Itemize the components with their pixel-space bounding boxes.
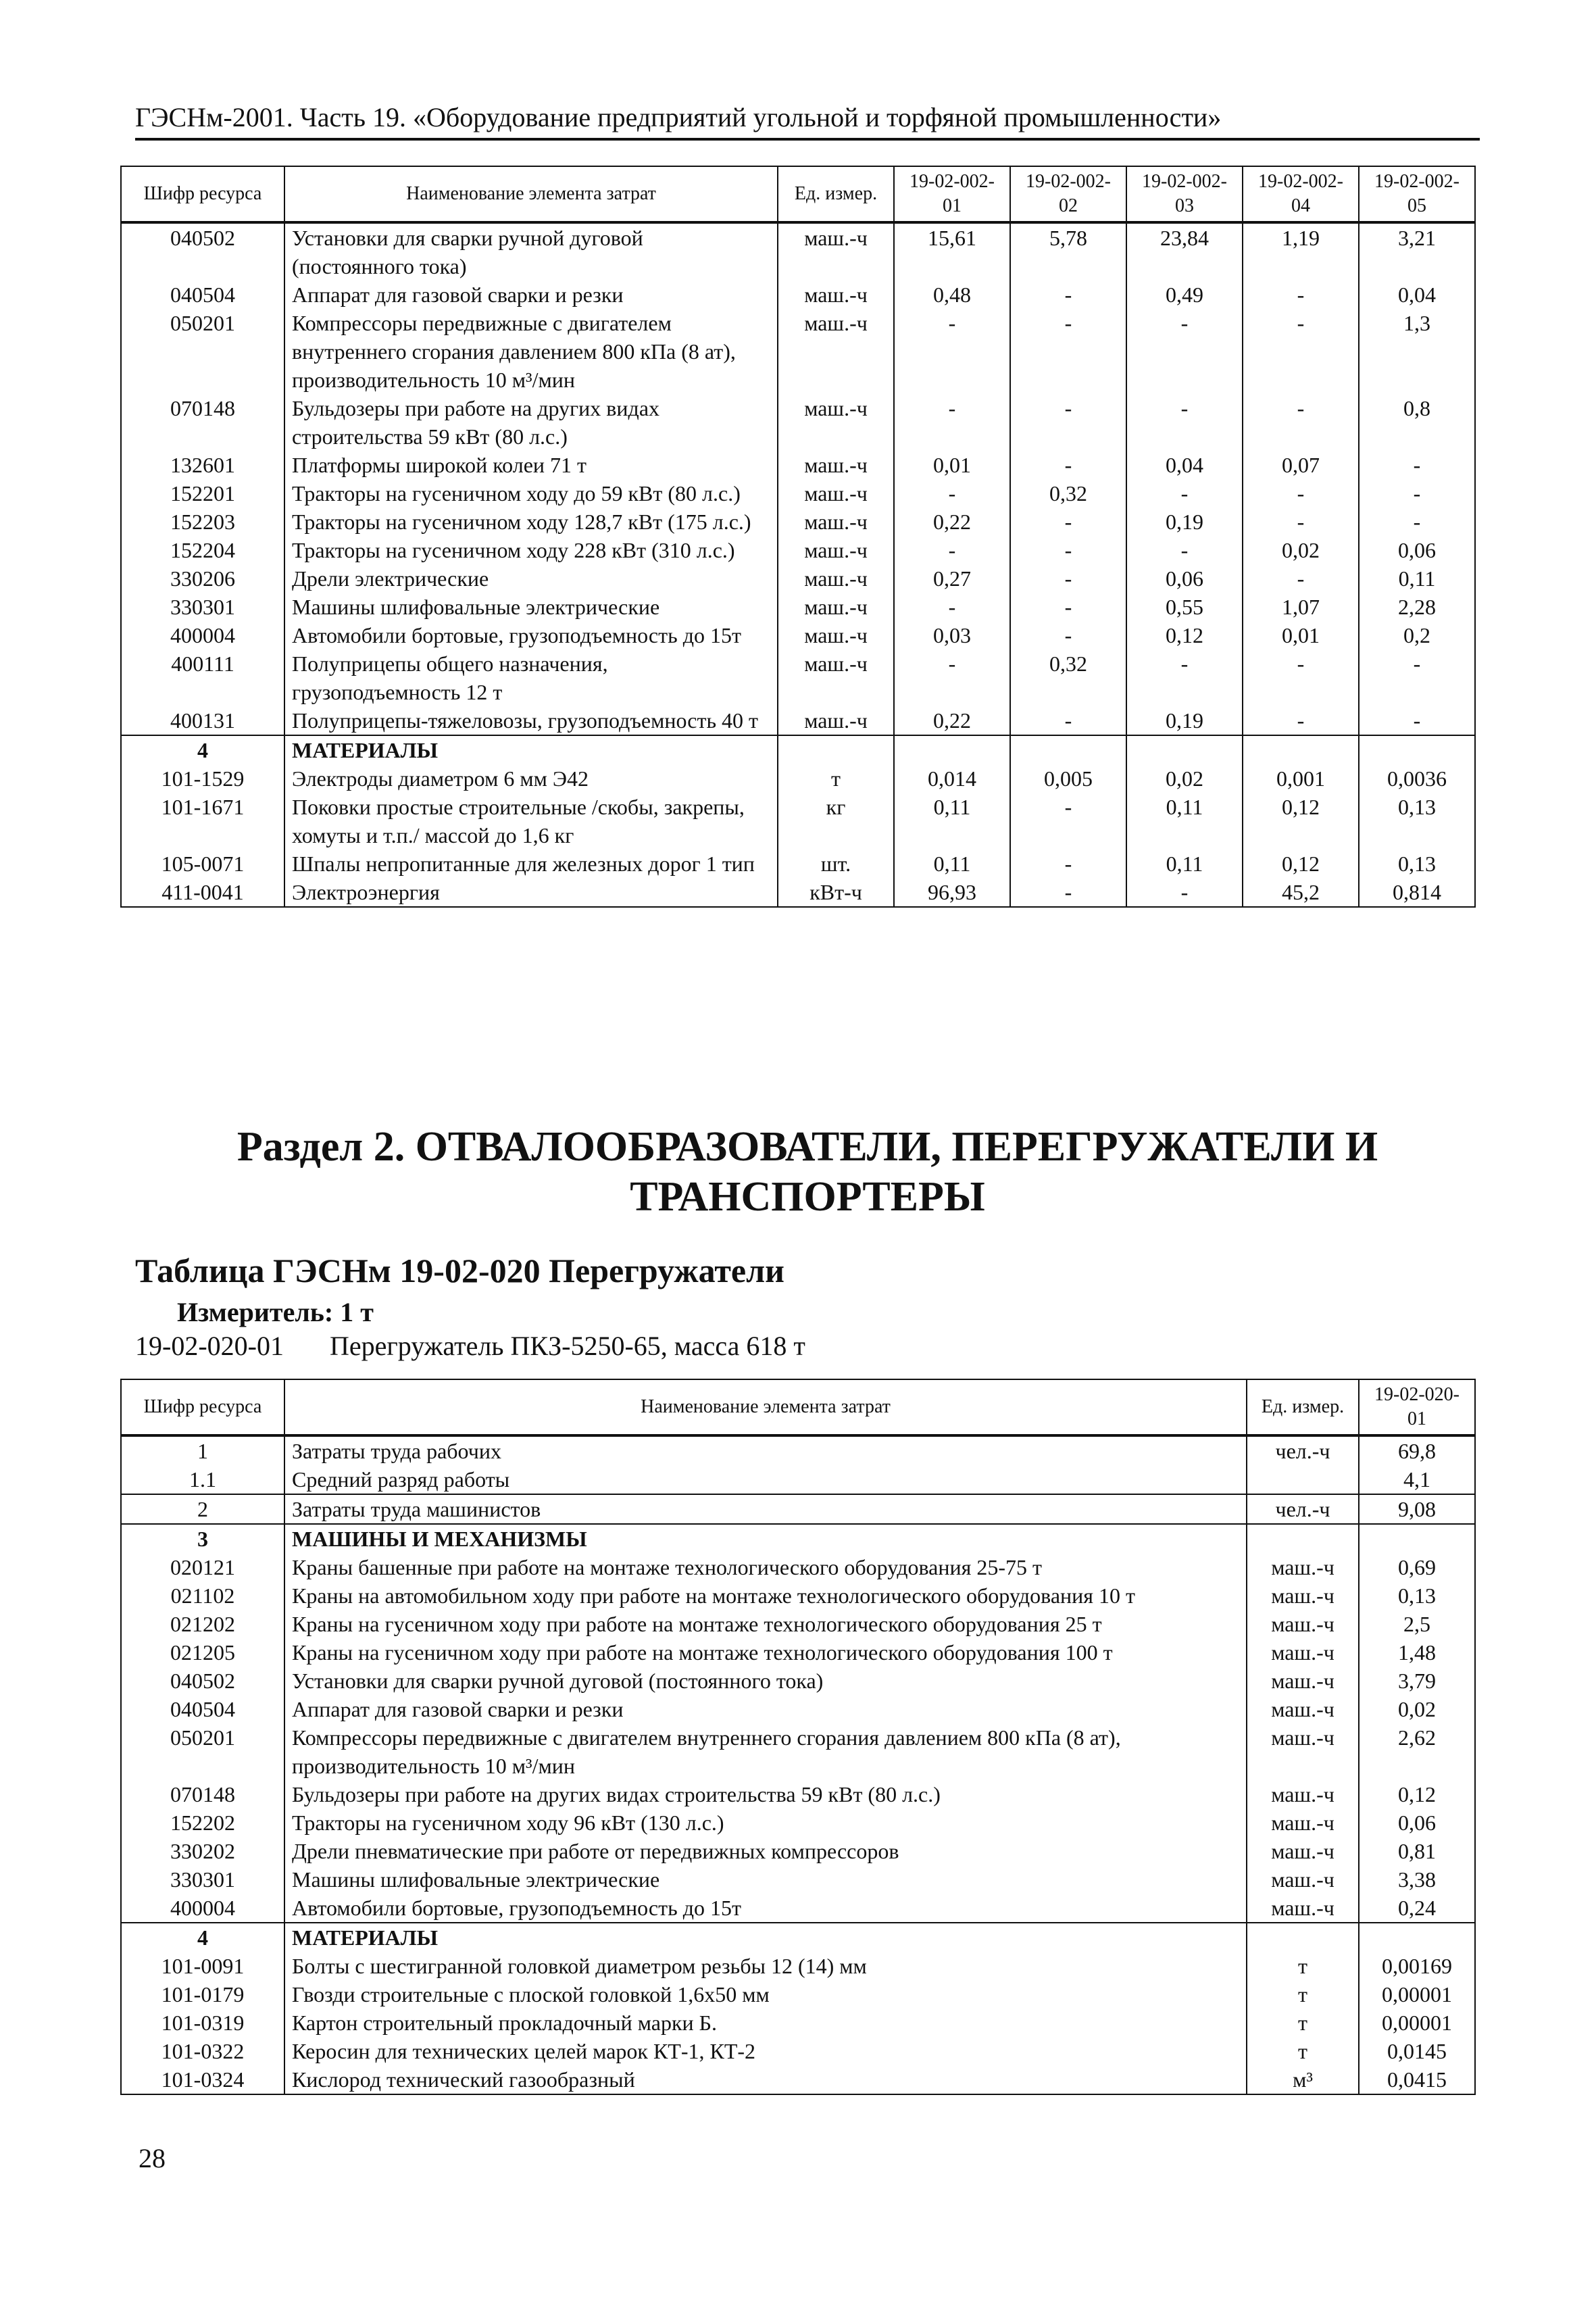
value-cell: -: [1126, 649, 1243, 706]
value-cell: -: [1359, 508, 1475, 536]
resource-name: Тракторы на гусеничном ходу 96 кВт (130 л.с.): [284, 1808, 1247, 1837]
value-cell: 0,814: [1359, 878, 1475, 907]
table-row: [121, 1610, 1475, 1638]
value-cell: 0,12: [1126, 621, 1243, 649]
resource-code: 105-0071: [121, 850, 284, 878]
value-cell: 0,014: [894, 764, 1010, 793]
value-cell: 0,07: [1243, 451, 1359, 479]
unit-cell: маш.-ч: [778, 564, 894, 593]
unit-cell: маш.-ч: [778, 593, 894, 621]
value-cell: 0,48: [894, 280, 1010, 309]
unit-cell: кВт-ч: [778, 878, 894, 907]
unit-cell: [1247, 1465, 1359, 1494]
resource-code: 152203: [121, 508, 284, 536]
resource-name: Тракторы на гусеничном ходу 128,7 кВт (175 л.с.): [284, 508, 778, 536]
unit-cell: маш.-ч: [778, 508, 894, 536]
resource-name: Полуприцепы-тяжеловозы, грузоподъемность 40 т: [284, 706, 778, 735]
unit-cell: т: [1247, 2037, 1359, 2065]
value-cell: [894, 735, 1010, 764]
resource-code: 021205: [121, 1638, 284, 1667]
resource-code: 330202: [121, 1837, 284, 1865]
resource-code: 3: [121, 1524, 284, 1553]
norm-name: Перегружатель ПКЗ-5250-65, масса 618 т: [330, 1331, 805, 1361]
value-cell: 0,13: [1359, 793, 1475, 850]
value-cell: 0,02: [1243, 536, 1359, 564]
resource-name: Тракторы на гусеничном ходу 228 кВт (310 л.с.): [284, 536, 778, 564]
resource-code: 400004: [121, 621, 284, 649]
table-row: [121, 1638, 1475, 1667]
value-cell: 1,3: [1359, 309, 1475, 394]
value-cell: -: [1010, 451, 1126, 479]
unit-cell: маш.-ч: [1247, 1667, 1359, 1695]
column-header: Наименование элемента затрат: [284, 1379, 1247, 1435]
resource-name: Керосин для технических целей марок КТ-1, КТ-2: [284, 2037, 1247, 2065]
resource-name: Краны на гусеничном ходу при работе на монтаже технологического оборудования 100 т: [284, 1638, 1247, 1667]
table-row: [121, 1894, 1475, 1923]
resource-code: 330301: [121, 593, 284, 621]
value-cell: [1359, 1524, 1475, 1553]
value-cell: -: [1010, 621, 1126, 649]
value-cell: 2,62: [1359, 1723, 1475, 1780]
resource-code: 020121: [121, 1553, 284, 1581]
value-cell: 0,00001: [1359, 1980, 1475, 2009]
resource-code: 411-0041: [121, 878, 284, 907]
table-row: [121, 1465, 1475, 1494]
resource-name: Затраты труда машинистов: [284, 1494, 1247, 1524]
resource-name: Краны на автомобильном ходу при работе на монтаже технологического оборудования 10 т: [284, 1581, 1247, 1610]
resource-name: Краны башенные при работе на монтаже технологического оборудования 25-75 т: [284, 1553, 1247, 1581]
value-cell: 0,06: [1359, 1808, 1475, 1837]
value-cell: -: [1243, 706, 1359, 735]
value-cell: 0,13: [1359, 850, 1475, 878]
value-cell: 0,11: [1126, 793, 1243, 850]
resource-code: 050201: [121, 309, 284, 394]
resource-name: Машины шлифовальные электрические: [284, 593, 778, 621]
unit-cell: маш.-ч: [778, 394, 894, 451]
table-header-row: [121, 166, 1475, 222]
table-row: [121, 309, 1475, 394]
resource-name: Бульдозеры при работе на других видах строительства 59 кВт (80 л.с.): [284, 394, 778, 451]
resource-code: 400111: [121, 649, 284, 706]
table-row: [121, 649, 1475, 706]
unit-cell: чел.-ч: [1247, 1435, 1359, 1465]
value-cell: -: [1359, 479, 1475, 508]
section-row: [121, 1524, 1475, 1553]
unit-cell: маш.-ч: [1247, 1780, 1359, 1808]
unit-cell: маш.-ч: [1247, 1865, 1359, 1894]
resource-code: 101-0324: [121, 2065, 284, 2094]
value-cell: -: [1359, 706, 1475, 735]
resource-code: 400131: [121, 706, 284, 735]
resource-code: 152201: [121, 479, 284, 508]
table-row: [121, 2037, 1475, 2065]
column-header: 19-02-002-04: [1243, 166, 1359, 222]
value-cell: 3,79: [1359, 1667, 1475, 1695]
value-cell: 0,02: [1359, 1695, 1475, 1723]
table-row: [121, 2065, 1475, 2094]
resource-name: Компрессоры передвижные с двигателем внутреннего сгорания давлением 800 кПа (8 ат), производительность 10 м³/мин: [284, 309, 778, 394]
table-title: Таблица ГЭСНм 19-02-020 Перегружатели: [135, 1252, 784, 1289]
section-name: МАШИНЫ И МЕХАНИЗМЫ: [284, 1524, 1247, 1553]
resource-code: 101-0319: [121, 2009, 284, 2037]
value-cell: 0,0145: [1359, 2037, 1475, 2065]
table-row: [121, 1667, 1475, 1695]
resource-code: 2: [121, 1494, 284, 1524]
value-cell: -: [1359, 649, 1475, 706]
running-header: ГЭСНм-2001. Часть 19. «Оборудование предприятий угольной и торфяной промышленности»: [135, 101, 1480, 141]
unit-cell: маш.-ч: [778, 451, 894, 479]
norm-code: 19-02-020-01: [135, 1331, 284, 1361]
value-cell: 0,27: [894, 564, 1010, 593]
resource-table-19-02-020: [120, 1379, 1476, 2095]
resource-code: 330301: [121, 1865, 284, 1894]
resource-code: 101-0322: [121, 2037, 284, 2065]
value-cell: 0,12: [1243, 793, 1359, 850]
measure-unit: Измеритель: 1 т: [177, 1297, 374, 1327]
resource-code: 070148: [121, 394, 284, 451]
value-cell: -: [1243, 394, 1359, 451]
resource-code: 070148: [121, 1780, 284, 1808]
value-cell: -: [1010, 793, 1126, 850]
value-cell: 2,5: [1359, 1610, 1475, 1638]
value-cell: -: [1010, 394, 1126, 451]
unit-cell: маш.-ч: [778, 309, 894, 394]
unit-cell: т: [1247, 2009, 1359, 2037]
value-cell: 0,13: [1359, 1581, 1475, 1610]
column-header: 19-02-002-02: [1010, 166, 1126, 222]
table-row: [121, 878, 1475, 907]
unit-cell: м³: [1247, 2065, 1359, 2094]
value-cell: 23,84: [1126, 222, 1243, 280]
value-cell: -: [1243, 564, 1359, 593]
table-row: [121, 593, 1475, 621]
value-cell: -: [1243, 508, 1359, 536]
value-cell: 0,0036: [1359, 764, 1475, 793]
unit-cell: маш.-ч: [1247, 1723, 1359, 1780]
resource-name: Платформы широкой колеи 71 т: [284, 451, 778, 479]
resource-name: Машины шлифовальные электрические: [284, 1865, 1247, 1894]
value-cell: 3,21: [1359, 222, 1475, 280]
resource-code: 4: [121, 1923, 284, 1952]
table-row: [121, 1723, 1475, 1780]
resource-table-19-02-002: [120, 166, 1476, 908]
value-cell: 0,00169: [1359, 1952, 1475, 1980]
value-cell: 4,1: [1359, 1465, 1475, 1494]
value-cell: 15,61: [894, 222, 1010, 280]
value-cell: 0,06: [1359, 536, 1475, 564]
resource-code: 101-0091: [121, 1952, 284, 1980]
resource-name: Средний разряд работы: [284, 1465, 1247, 1494]
section-name: МАТЕРИАЛЫ: [284, 735, 778, 764]
unit-cell: маш.-ч: [1247, 1581, 1359, 1610]
resource-code: 040502: [121, 222, 284, 280]
value-cell: 0,06: [1126, 564, 1243, 593]
norm-line: [135, 1330, 805, 1362]
value-cell: -: [1126, 878, 1243, 907]
resource-code: 101-0179: [121, 1980, 284, 2009]
value-cell: 0,03: [894, 621, 1010, 649]
table-header-row: [121, 1379, 1475, 1435]
resource-code: 1: [121, 1435, 284, 1465]
value-cell: 0,001: [1243, 764, 1359, 793]
table-row: [121, 1695, 1475, 1723]
value-cell: 96,93: [894, 878, 1010, 907]
resource-code: 021202: [121, 1610, 284, 1638]
column-header: Ед. измер.: [778, 166, 894, 222]
page-number: 28: [139, 2143, 166, 2173]
unit-cell: маш.-ч: [1247, 1837, 1359, 1865]
table-row: [121, 2009, 1475, 2037]
table-row: [121, 1494, 1475, 1524]
value-cell: 0,81: [1359, 1837, 1475, 1865]
unit-cell: чел.-ч: [1247, 1494, 1359, 1524]
value-cell: 0,8: [1359, 394, 1475, 451]
value-cell: -: [1010, 280, 1126, 309]
value-cell: 0,19: [1126, 508, 1243, 536]
unit-cell: маш.-ч: [1247, 1638, 1359, 1667]
resource-code: 400004: [121, 1894, 284, 1923]
resource-name: Дрели электрические: [284, 564, 778, 593]
column-header: 19-02-002-01: [894, 166, 1010, 222]
value-cell: 0,04: [1359, 280, 1475, 309]
resource-name: Компрессоры передвижные с двигателем внутреннего сгорания давлением 800 кПа (8 ат), производительность 10 м³/мин: [284, 1723, 1247, 1780]
resource-name: Кислород технический газообразный: [284, 2065, 1247, 2094]
column-header: Шифр ресурса: [121, 166, 284, 222]
value-cell: -: [1126, 309, 1243, 394]
value-cell: -: [894, 649, 1010, 706]
table-row: [121, 1435, 1475, 1465]
value-cell: -: [894, 479, 1010, 508]
value-cell: 0,02: [1126, 764, 1243, 793]
table-row: [121, 1553, 1475, 1581]
value-cell: 0,005: [1010, 764, 1126, 793]
value-cell: 0,24: [1359, 1894, 1475, 1923]
table-row: [121, 1837, 1475, 1865]
value-cell: 45,2: [1243, 878, 1359, 907]
value-cell: 0,11: [1359, 564, 1475, 593]
resource-code: 132601: [121, 451, 284, 479]
value-cell: -: [1010, 706, 1126, 735]
value-cell: 1,07: [1243, 593, 1359, 621]
value-cell: 0,12: [1359, 1780, 1475, 1808]
resource-name: Затраты труда рабочих: [284, 1435, 1247, 1465]
value-cell: 9,08: [1359, 1494, 1475, 1524]
value-cell: [1010, 735, 1126, 764]
table-row: [121, 850, 1475, 878]
value-cell: -: [1243, 309, 1359, 394]
resource-name: Дрели пневматические при работе от передвижных компрессоров: [284, 1837, 1247, 1865]
resource-name: Картон строительный прокладочный марки Б.: [284, 2009, 1247, 2037]
table-row: [121, 394, 1475, 451]
resource-code: 152202: [121, 1808, 284, 1837]
value-cell: -: [1010, 850, 1126, 878]
table-row: [121, 1780, 1475, 1808]
table-row: [121, 1865, 1475, 1894]
value-cell: -: [1243, 280, 1359, 309]
unit-cell: маш.-ч: [778, 280, 894, 309]
value-cell: -: [1010, 593, 1126, 621]
value-cell: -: [1010, 536, 1126, 564]
resource-name: Краны на гусеничном ходу при работе на монтаже технологического оборудования 25 т: [284, 1610, 1247, 1638]
unit-cell: т: [778, 764, 894, 793]
value-cell: -: [1243, 479, 1359, 508]
resource-name: Гвозди строительные с плоской головкой 1,6х50 мм: [284, 1980, 1247, 2009]
column-header: Шифр ресурса: [121, 1379, 284, 1435]
unit-cell: т: [1247, 1980, 1359, 2009]
value-cell: -: [1126, 536, 1243, 564]
resource-name: Установки для сварки ручной дуговой (постоянного тока): [284, 1667, 1247, 1695]
value-cell: 0,01: [894, 451, 1010, 479]
value-cell: -: [1010, 564, 1126, 593]
value-cell: 0,11: [894, 793, 1010, 850]
unit-cell: маш.-ч: [778, 649, 894, 706]
value-cell: 0,12: [1243, 850, 1359, 878]
table-row: [121, 793, 1475, 850]
value-cell: -: [1010, 309, 1126, 394]
unit-cell: маш.-ч: [778, 536, 894, 564]
value-cell: -: [1243, 649, 1359, 706]
table-row: [121, 1581, 1475, 1610]
resource-name: Электроды диаметром 6 мм Э42: [284, 764, 778, 793]
table-row: [121, 1808, 1475, 1837]
value-cell: 1,19: [1243, 222, 1359, 280]
value-cell: -: [894, 394, 1010, 451]
resource-name: Болты с шестигранной головкой диаметром резьбы 12 (14) мм: [284, 1952, 1247, 1980]
resource-name: Установки для сварки ручной дуговой (постоянного тока): [284, 222, 778, 280]
value-cell: 0,04: [1126, 451, 1243, 479]
value-cell: 0,49: [1126, 280, 1243, 309]
value-cell: -: [1359, 451, 1475, 479]
value-cell: 0,01: [1243, 621, 1359, 649]
resource-name: Аппарат для газовой сварки и резки: [284, 280, 778, 309]
unit-cell: маш.-ч: [778, 222, 894, 280]
value-cell: [1126, 735, 1243, 764]
resource-name: Автомобили бортовые, грузоподъемность до 15т: [284, 621, 778, 649]
value-cell: 2,28: [1359, 593, 1475, 621]
resource-name: Шпалы непропитанные для железных дорог 1 тип: [284, 850, 778, 878]
table-row: [121, 508, 1475, 536]
table-row: [121, 222, 1475, 280]
value-cell: 3,38: [1359, 1865, 1475, 1894]
unit-cell: маш.-ч: [1247, 1553, 1359, 1581]
section-name: МАТЕРИАЛЫ: [284, 1923, 1247, 1952]
resource-code: 040504: [121, 280, 284, 309]
value-cell: -: [894, 309, 1010, 394]
value-cell: 0,32: [1010, 649, 1126, 706]
resource-code: 050201: [121, 1723, 284, 1780]
value-cell: -: [894, 593, 1010, 621]
table-row: [121, 621, 1475, 649]
value-cell: 0,11: [1126, 850, 1243, 878]
unit-cell: т: [1247, 1952, 1359, 1980]
value-cell: 0,22: [894, 508, 1010, 536]
table-row: [121, 280, 1475, 309]
value-cell: [1359, 1923, 1475, 1952]
resource-name: Поковки простые строительные /скобы, закрепы, хомуты и т.п./ массой до 1,6 кг: [284, 793, 778, 850]
resource-code: 101-1671: [121, 793, 284, 850]
value-cell: -: [1126, 394, 1243, 451]
value-cell: 0,0415: [1359, 2065, 1475, 2094]
value-cell: -: [1010, 878, 1126, 907]
resource-name: Бульдозеры при работе на других видах строительства 59 кВт (80 л.с.): [284, 1780, 1247, 1808]
column-header: Наименование элемента затрат: [284, 166, 778, 222]
value-cell: 0,11: [894, 850, 1010, 878]
value-cell: 0,69: [1359, 1553, 1475, 1581]
resource-name: Электроэнергия: [284, 878, 778, 907]
column-header: 19-02-020-01: [1359, 1379, 1475, 1435]
unit-cell: шт.: [778, 850, 894, 878]
resource-code: 101-1529: [121, 764, 284, 793]
value-cell: 1,48: [1359, 1638, 1475, 1667]
unit-cell: маш.-ч: [1247, 1695, 1359, 1723]
value-cell: 69,8: [1359, 1435, 1475, 1465]
value-cell: 0,00001: [1359, 2009, 1475, 2037]
value-cell: 0,22: [894, 706, 1010, 735]
value-cell: [1243, 735, 1359, 764]
column-header: 19-02-002-03: [1126, 166, 1243, 222]
value-cell: 5,78: [1010, 222, 1126, 280]
resource-code: 021102: [121, 1581, 284, 1610]
value-cell: -: [1010, 508, 1126, 536]
resource-code: 040502: [121, 1667, 284, 1695]
unit-cell: маш.-ч: [778, 621, 894, 649]
unit-cell: маш.-ч: [778, 706, 894, 735]
column-header: Ед. измер.: [1247, 1379, 1359, 1435]
resource-name: Аппарат для газовой сварки и резки: [284, 1695, 1247, 1723]
table-row: [121, 706, 1475, 735]
table-row: [121, 451, 1475, 479]
resource-name: Тракторы на гусеничном ходу до 59 кВт (80 л.с.): [284, 479, 778, 508]
resource-code: 4: [121, 735, 284, 764]
table-row: [121, 536, 1475, 564]
value-cell: 0,55: [1126, 593, 1243, 621]
unit-cell: маш.-ч: [1247, 1610, 1359, 1638]
resource-code: 1.1: [121, 1465, 284, 1494]
resource-code: 330206: [121, 564, 284, 593]
section-row: [121, 1923, 1475, 1952]
resource-code: 152204: [121, 536, 284, 564]
unit-cell: [1247, 1923, 1359, 1952]
value-cell: -: [1126, 479, 1243, 508]
section-row: [121, 735, 1475, 764]
unit-cell: маш.-ч: [778, 479, 894, 508]
unit-cell: маш.-ч: [1247, 1894, 1359, 1923]
unit-cell: кг: [778, 793, 894, 850]
table-row: [121, 1952, 1475, 1980]
value-cell: 0,19: [1126, 706, 1243, 735]
value-cell: 0,2: [1359, 621, 1475, 649]
table-row: [121, 1980, 1475, 2009]
table-row: [121, 479, 1475, 508]
table-row: [121, 764, 1475, 793]
value-cell: -: [894, 536, 1010, 564]
column-header: 19-02-002-05: [1359, 166, 1475, 222]
resource-name: Полуприцепы общего назначения, грузоподъемность 12 т: [284, 649, 778, 706]
resource-code: 040504: [121, 1695, 284, 1723]
resource-name: Автомобили бортовые, грузоподъемность до 15т: [284, 1894, 1247, 1923]
value-cell: [1359, 735, 1475, 764]
unit-cell: маш.-ч: [1247, 1808, 1359, 1837]
section-title: Раздел 2. ОТВАЛООБРАЗОВАТЕЛИ, ПЕРЕГРУЖАТЕЛИ И ТРАНСПОРТЕРЫ: [236, 1124, 1378, 1220]
table-row: [121, 564, 1475, 593]
value-cell: 0,32: [1010, 479, 1126, 508]
unit-cell: [778, 735, 894, 764]
unit-cell: [1247, 1524, 1359, 1553]
